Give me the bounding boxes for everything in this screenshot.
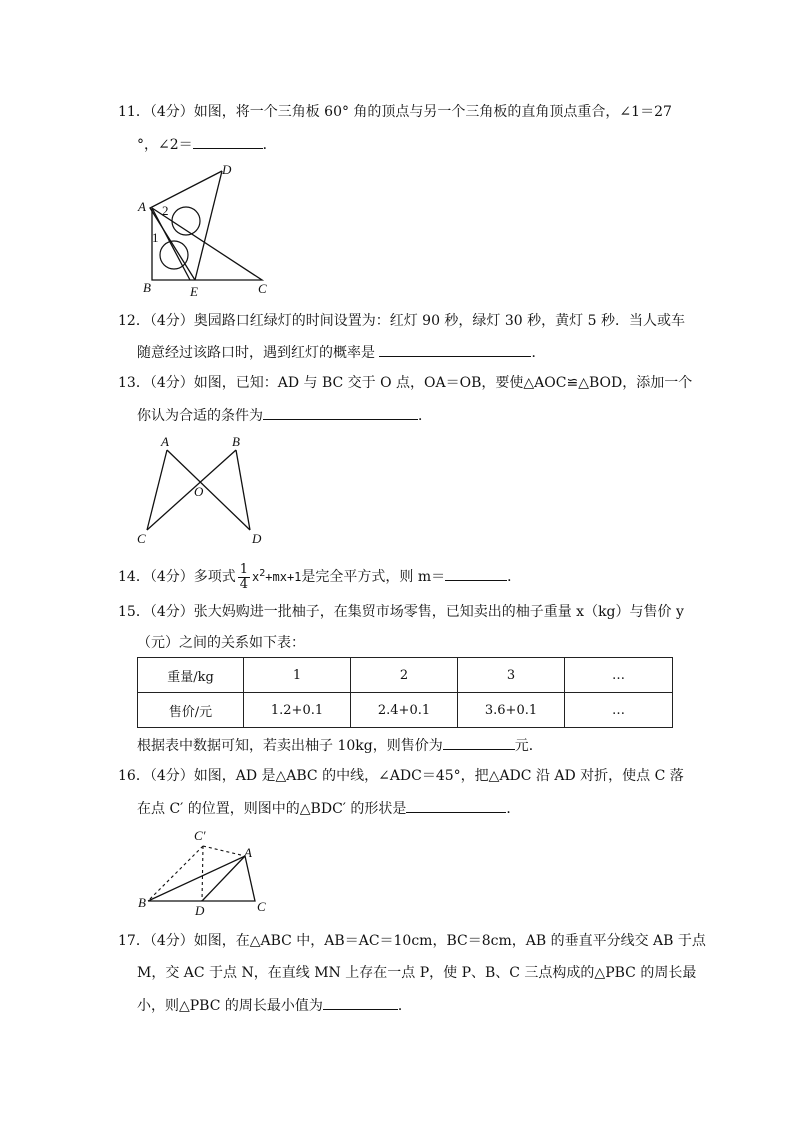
q15-text-line2: （元）之间的关系如下表：: [137, 635, 305, 651]
q11-text-line2: [137, 134, 277, 155]
q14-post: ．: [507, 569, 522, 585]
q14-answer-blank[interactable]: [445, 566, 507, 581]
q17-line3-post: ．: [397, 998, 412, 1014]
q16-label-cprime: C′: [194, 828, 206, 843]
q14-text: [118, 560, 521, 592]
table-cell: 1: [244, 658, 351, 693]
q11-text-line1: 11．（4分）如图，将一个三角板 60° 角的顶点与另一个三角板的直角顶点重合，∠1＝27: [118, 104, 672, 120]
q13-label-d: D: [252, 531, 262, 546]
table-cell: 2: [351, 658, 458, 693]
q11-label-d: D: [222, 162, 232, 177]
q16-dashed-ac: [203, 846, 245, 856]
q14-fraction: [238, 563, 250, 592]
q13-label-b: B: [232, 434, 240, 449]
q11-label-angle2: 2: [162, 203, 169, 218]
q15-text-after: [137, 735, 543, 756]
q16-dashed-dc: [202, 846, 203, 901]
table-cell: 售价/元: [138, 693, 244, 728]
q15-after-pre: 根据表中数据可知，若卖出柚子 10kg，则售价为: [137, 738, 443, 754]
q14-poly-rest: +mx+1: [265, 570, 302, 584]
q17-answer-blank[interactable]: [323, 995, 398, 1010]
q15-answer-blank[interactable]: [443, 735, 515, 750]
q17-text-line1: 17．（4分）如图，在△ABC 中，AB＝AC＝10cm，BC＝8cm，AB 的垂直平分线交 AB 于点: [118, 933, 706, 949]
table-cell: 3: [458, 658, 565, 693]
q14-poly: [252, 570, 301, 584]
table-cell: 3.6+0.1: [458, 693, 565, 728]
q16-figure: [130, 825, 280, 920]
q12-answer-blank[interactable]: [379, 342, 531, 357]
q17-text-line2: M，交 AC 于点 N，在直线 MN 上存在一点 P，使 P、B、C 三点构成的△PBC 的周长最: [137, 965, 697, 981]
table-cell: …: [565, 658, 673, 693]
q11-label-b: B: [143, 280, 151, 295]
q14-prefix: 14．（4分）多项式: [118, 569, 236, 585]
q11-triangle-abc: [152, 208, 262, 280]
table-cell: 重量/kg: [138, 658, 244, 693]
q12-line2-pre: 随意经过该路口时，遇到红灯的概率是: [137, 345, 375, 361]
table-row: [138, 658, 673, 693]
table-cell: 2.4+0.1: [351, 693, 458, 728]
q14-mid: 是完全平方式，则 m＝: [301, 569, 446, 585]
q12-line2-post: ．: [531, 345, 546, 361]
table-row: [138, 693, 673, 728]
q16-label-d: D: [195, 903, 205, 918]
q14-frac-denominator: 4: [239, 576, 249, 592]
q13-line-ac: [147, 450, 167, 530]
q15-table: [137, 657, 673, 728]
q15-after-post: 元．: [514, 738, 543, 754]
table-cell: 1.2+0.1: [244, 693, 351, 728]
q16-label-b: B: [138, 895, 146, 910]
q12-text-line2: [137, 342, 545, 363]
q12-text-line1: 12．（4分）奥园路口红绿灯的时间设置为：红灯 90 秒，绿灯 30 秒，黄灯 5 秒．当人或车: [118, 313, 685, 329]
q13-line2-pre: 你认为合适的条件为: [137, 408, 263, 424]
q11-line2-pre: °，∠2＝: [137, 137, 193, 153]
q16-label-a: A: [244, 845, 252, 860]
q13-line2-post: ．: [418, 408, 432, 424]
q11-label-angle1: 1: [152, 230, 159, 245]
q17-text-line3: [137, 995, 412, 1016]
q14-poly-exp: 2: [259, 568, 266, 579]
q16-dashed-bc: [148, 846, 203, 901]
q13-label-o: O: [194, 484, 204, 499]
table-cell: …: [565, 693, 673, 728]
q11-figure: [130, 158, 280, 300]
q14-poly-x: x: [252, 570, 260, 584]
q16-line-ad: [202, 856, 245, 901]
q13-text-line1: 13．（4分）如图，已知：AD 与 BC 交于 O 点，OA＝OB，要使△AOC≌△BOD，添加一个: [118, 375, 693, 391]
q15-text-line1: 15．（4分）张大妈购进一批柚子，在集贸市场零售，已知卖出的柚子重量 x（kg）与售价 y: [118, 604, 684, 620]
q16-answer-blank[interactable]: [406, 798, 506, 813]
q16-label-c: C: [257, 899, 266, 914]
q13-label-c: C: [137, 531, 146, 546]
q11-label-e: E: [190, 284, 198, 299]
q16-text-line1: 16．（4分）如图，AD 是△ABC 的中线，∠ADC＝45°，把△ADC 沿 AD 对折，使点 C 落: [118, 768, 684, 784]
q11-answer-blank[interactable]: [193, 134, 263, 149]
q13-figure: [130, 432, 270, 550]
q13-line-bc: [147, 450, 236, 530]
q11-label-c: C: [258, 281, 267, 296]
q11-label-a: A: [138, 199, 146, 214]
q13-text-line2: [137, 405, 432, 426]
q16-line2-post: ．: [506, 801, 521, 817]
q14-frac-numerator: 1: [239, 561, 249, 577]
q11-line2-post: ．: [262, 137, 277, 153]
q13-answer-blank[interactable]: [263, 405, 418, 420]
q17-line3-pre: 小，则△PBC 的周长最小值为: [137, 998, 323, 1014]
q13-label-a: A: [161, 434, 169, 449]
q16-text-line2: [137, 798, 520, 819]
q16-line2-pre: 在点 C′ 的位置，则图中的△BDC′ 的形状是: [137, 801, 407, 817]
